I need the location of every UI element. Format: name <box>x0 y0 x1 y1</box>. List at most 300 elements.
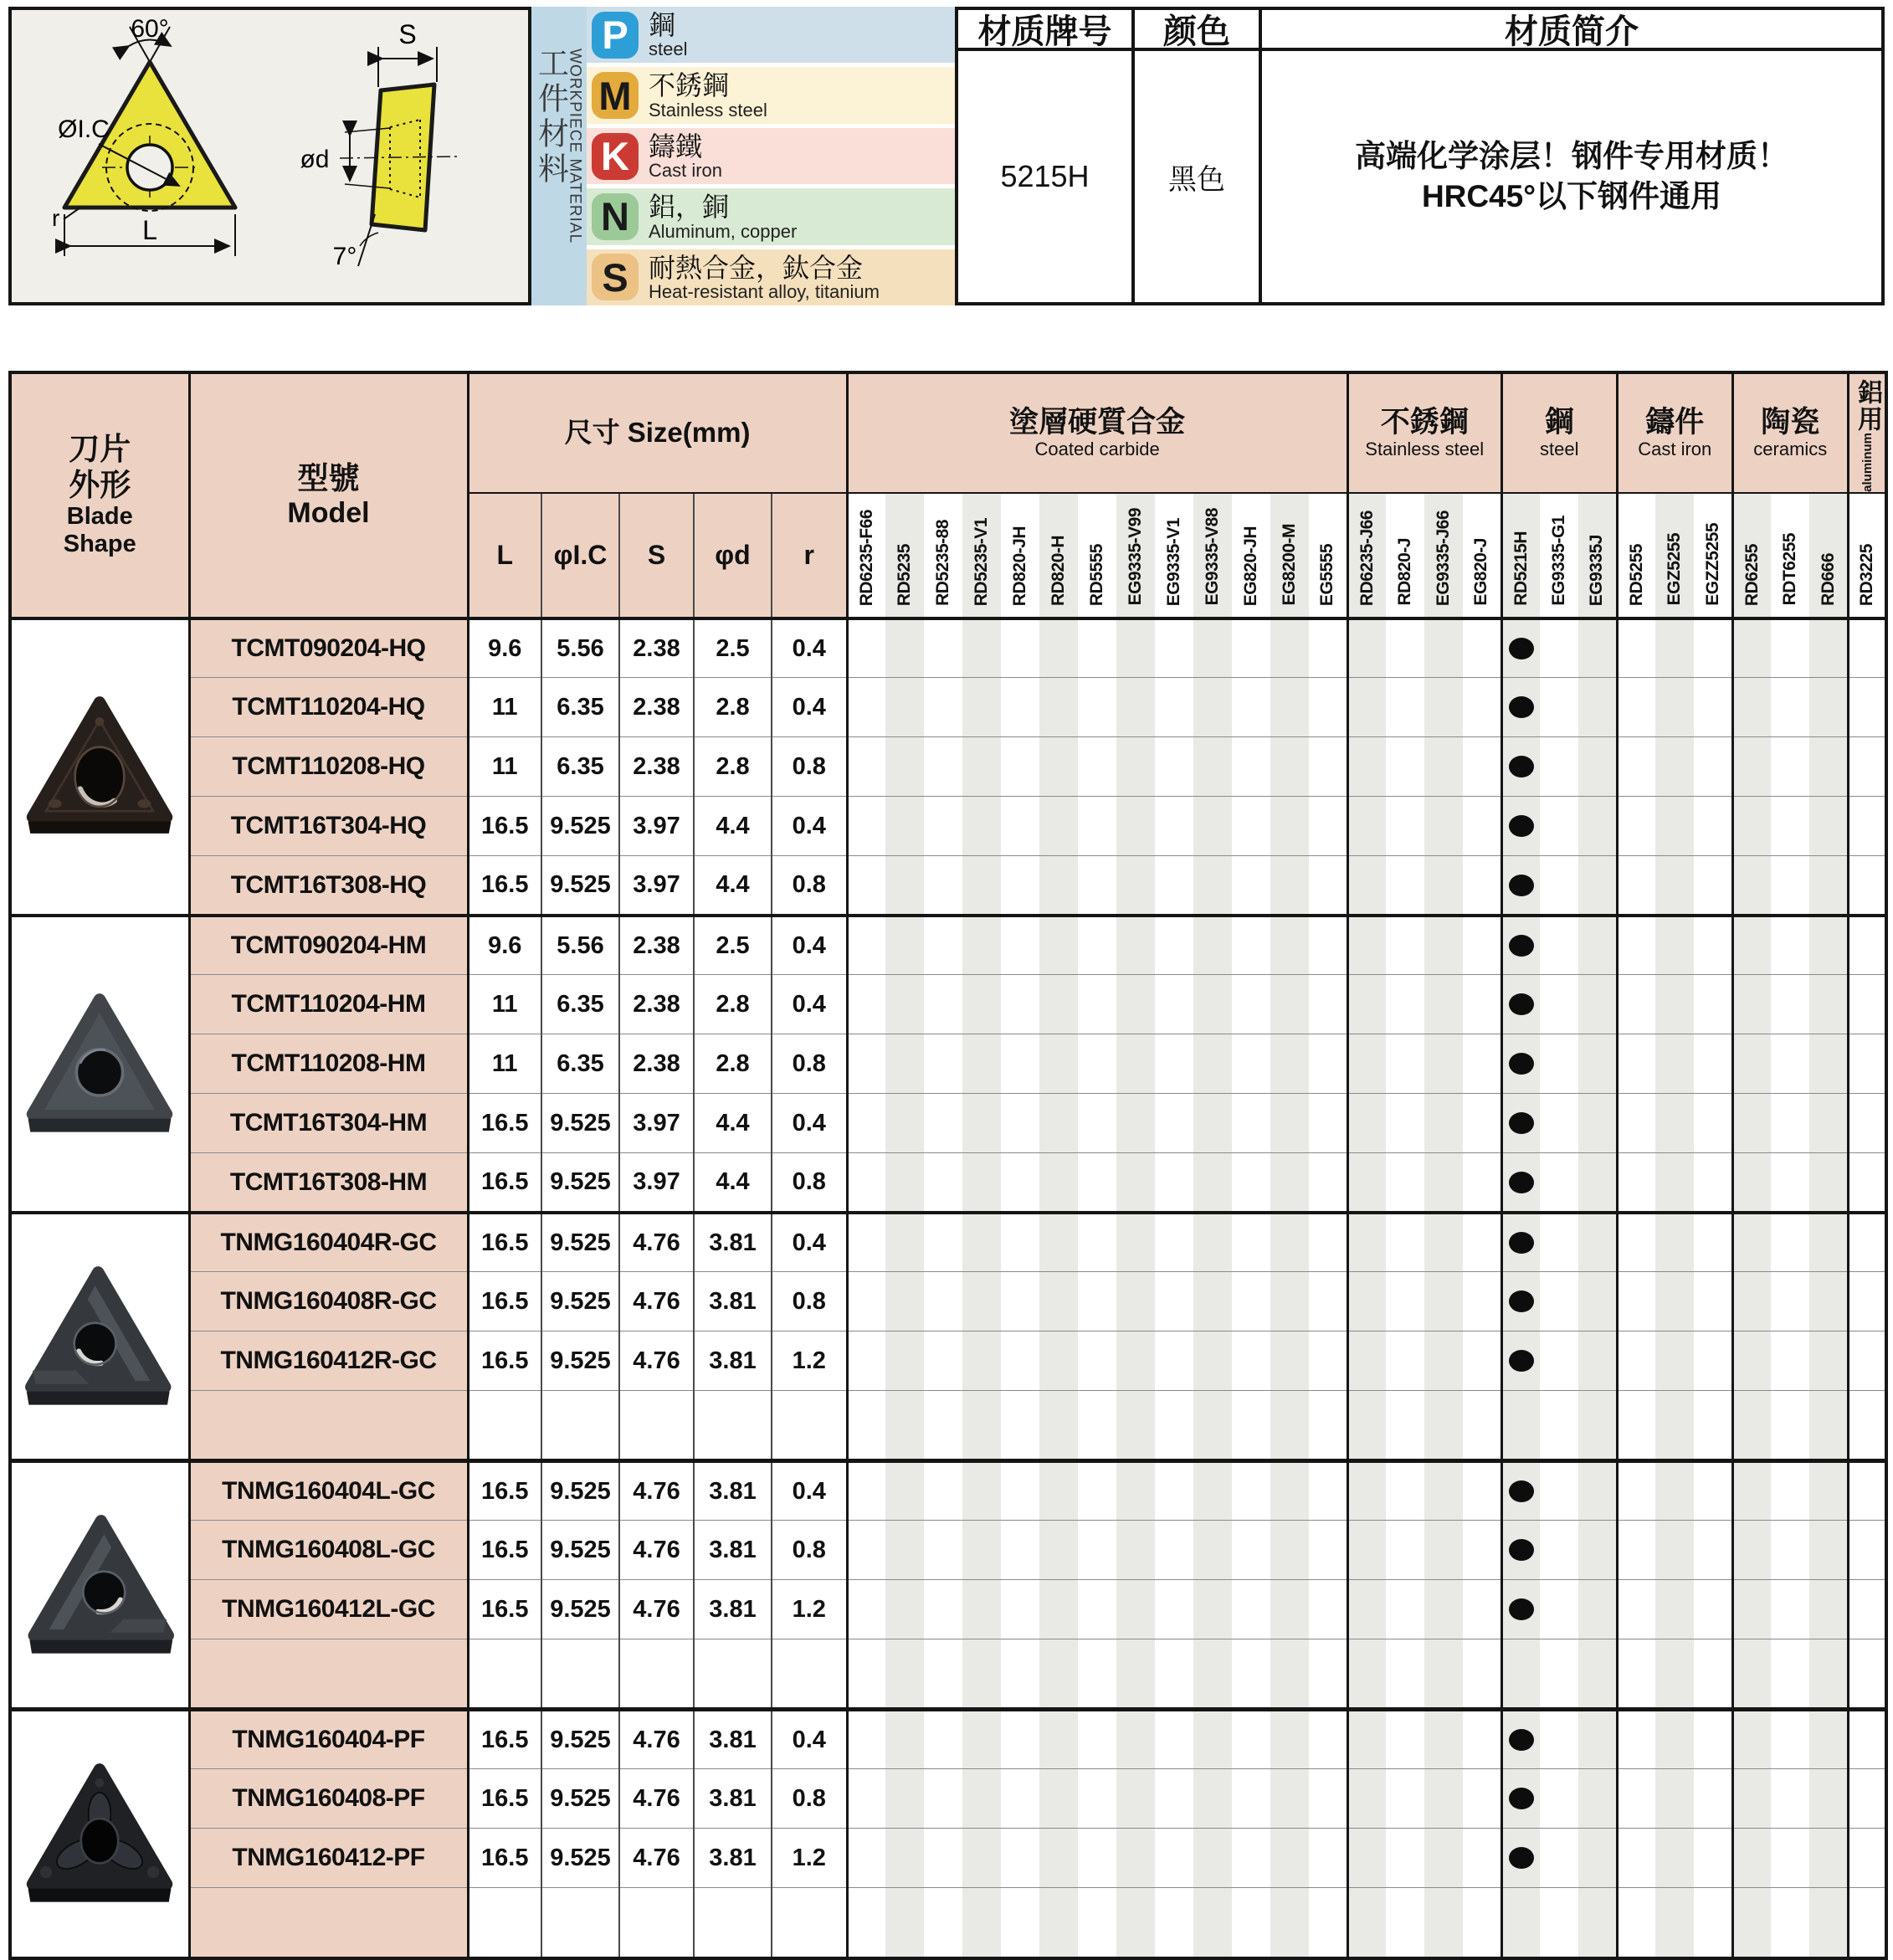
availability-cell <box>1309 1094 1347 1153</box>
dim-cell-φd: 4.4 <box>694 1094 772 1153</box>
dim-cell-s: 2.38 <box>619 916 694 975</box>
availability-cell <box>962 1829 1001 1888</box>
availability-cell <box>962 1153 1001 1213</box>
availability-cell <box>1809 678 1848 737</box>
availability-dot <box>1509 1788 1534 1809</box>
availability-cell <box>1617 1580 1655 1639</box>
availability-cell <box>1771 1769 1809 1829</box>
availability-cell <box>1193 1094 1232 1153</box>
grade-col-header: EG9335-V88 <box>1193 493 1232 618</box>
availability-cell <box>1463 975 1501 1034</box>
availability-cell <box>1155 856 1193 916</box>
availability-cell <box>962 1094 1001 1153</box>
availability-cell <box>1309 1521 1347 1580</box>
availability-cell <box>1617 1272 1655 1331</box>
availability-cell <box>1424 975 1463 1034</box>
dim-cell-r: 0.8 <box>772 856 847 916</box>
availability-cell <box>1732 1580 1771 1639</box>
dim-cell-φi.c: 9.525 <box>541 1710 619 1769</box>
dim-cell-r <box>772 1888 847 1958</box>
availability-cell <box>1732 1391 1771 1461</box>
availability-cell <box>1463 678 1501 737</box>
dim-cell-φi.c: 5.56 <box>541 916 619 975</box>
grade-col-header: RD5215H <box>1501 493 1540 618</box>
availability-cell <box>1771 1272 1809 1331</box>
legend-row-m <box>587 67 955 123</box>
availability-cell <box>962 1639 1001 1710</box>
model-cell: TCMT110204-HQ <box>189 678 468 737</box>
dim-cell-φd: 2.8 <box>694 737 772 797</box>
dim-cell-s: 4.76 <box>619 1213 694 1272</box>
availability-cell <box>1771 797 1809 856</box>
dim-cell-l: 9.6 <box>468 618 541 678</box>
availability-cell <box>1463 618 1501 678</box>
availability-cell <box>885 737 924 797</box>
availability-cell <box>1463 1888 1501 1958</box>
availability-cell <box>1694 1213 1732 1272</box>
availability-cell <box>1501 618 1540 678</box>
availability-cell <box>1116 797 1155 856</box>
availability-cell <box>1771 856 1809 916</box>
dim-cell-φd <box>694 1888 772 1958</box>
availability-cell <box>1386 678 1424 737</box>
table-row <box>10 916 1886 975</box>
availability-cell <box>1001 916 1039 975</box>
availability-cell <box>962 737 1001 797</box>
availability-cell <box>1617 916 1655 975</box>
availability-cell <box>1078 856 1116 916</box>
dim-cell-l <box>468 1639 541 1710</box>
table-row <box>10 1769 1886 1829</box>
availability-cell <box>1617 1153 1655 1213</box>
spacer-row <box>10 1639 1886 1710</box>
legend-text <box>649 254 880 302</box>
availability-cell <box>1001 1094 1039 1153</box>
description-line2: HRC45°以下钢件通用 <box>1421 179 1722 213</box>
availability-cell <box>1309 1034 1347 1094</box>
availability-cell <box>1386 1213 1424 1272</box>
availability-cell <box>1617 1829 1655 1888</box>
availability-cell <box>1270 856 1309 916</box>
dim-cell-φd: 2.8 <box>694 1034 772 1094</box>
availability-cell <box>847 797 885 856</box>
availability-cell <box>962 1034 1001 1094</box>
availability-cell <box>847 737 885 797</box>
availability-cell <box>1309 618 1347 678</box>
legend-row-k <box>587 128 955 184</box>
availability-cell <box>1463 1461 1501 1521</box>
availability-cell <box>1848 1710 1886 1769</box>
dim-cell-l <box>468 1391 541 1461</box>
grade-col-header: EG8200-M <box>1270 493 1309 618</box>
availability-cell <box>1578 1153 1617 1213</box>
grade-header: 材质牌号 <box>958 10 1131 51</box>
availability-cell <box>1617 1521 1655 1580</box>
dim-cell-r: 0.8 <box>772 1153 847 1213</box>
dim-cell-φi.c: 9.525 <box>541 1580 619 1639</box>
availability-cell <box>1386 1829 1424 1888</box>
blade-photo-tnmg-pf <box>10 1710 189 1958</box>
availability-cell <box>1001 678 1039 737</box>
availability-cell <box>1386 1461 1424 1521</box>
availability-cell <box>924 1094 962 1153</box>
dim-cell-φi.c: 9.525 <box>541 1461 619 1521</box>
availability-cell <box>1540 1461 1578 1521</box>
availability-cell <box>1732 1034 1771 1094</box>
dim-cell-s <box>619 1639 694 1710</box>
availability-cell <box>962 678 1001 737</box>
availability-cell <box>1232 856 1270 916</box>
availability-cell <box>885 1461 924 1521</box>
availability-cell <box>1155 916 1193 975</box>
size-header: 尺寸 Size(mm) <box>468 372 847 493</box>
material-group-header-4: 鑄件 Cast iron <box>1617 372 1732 493</box>
clearance-angle-label: 7° <box>332 243 357 270</box>
availability-cell <box>1193 1391 1232 1461</box>
availability-dot <box>1509 1232 1534 1254</box>
availability-cell <box>1193 1829 1232 1888</box>
dim-cell-r: 0.8 <box>772 1521 847 1580</box>
grade-col-header: RDT6255 <box>1771 493 1809 618</box>
dim-cell-φd <box>694 1639 772 1710</box>
workpiece-material-legend <box>587 7 955 305</box>
dim-cell-s: 2.38 <box>619 737 694 797</box>
availability-cell <box>1039 916 1078 975</box>
size-col-header-s: S <box>619 493 694 618</box>
availability-cell <box>885 1580 924 1639</box>
blade-photo-tnmg-lgc <box>10 1461 189 1710</box>
dim-cell-φi.c: 6.35 <box>541 678 619 737</box>
availability-cell <box>1694 1272 1732 1331</box>
dim-cell-φd: 4.4 <box>694 856 772 916</box>
availability-cell <box>1809 1153 1848 1213</box>
availability-cell <box>1732 1331 1771 1391</box>
availability-cell <box>1270 1213 1309 1272</box>
dim-cell-l: 11 <box>468 975 541 1034</box>
model-cell: TNMG160412L-GC <box>189 1580 468 1639</box>
availability-cell <box>1270 678 1309 737</box>
availability-cell <box>1193 1580 1232 1639</box>
availability-cell <box>1694 1769 1732 1829</box>
dim-cell-r: 1.2 <box>772 1580 847 1639</box>
availability-cell <box>924 1461 962 1521</box>
availability-cell <box>1386 1034 1424 1094</box>
availability-cell <box>1501 1580 1540 1639</box>
availability-cell <box>1540 1034 1578 1094</box>
availability-cell <box>1001 1461 1039 1521</box>
availability-cell <box>1732 916 1771 975</box>
workpiece-material-en: WORKPIECE MATERIAL <box>566 49 584 244</box>
availability-cell <box>847 975 885 1034</box>
availability-cell <box>1232 1391 1270 1461</box>
dim-cell-φi.c: 6.35 <box>541 737 619 797</box>
availability-cell <box>1386 737 1424 797</box>
availability-cell <box>1424 618 1463 678</box>
availability-cell <box>1155 618 1193 678</box>
dim-cell-s <box>619 1888 694 1958</box>
availability-cell <box>1386 1272 1424 1331</box>
model-cell: TCMT110208-HM <box>189 1034 468 1094</box>
availability-cell <box>1463 1769 1501 1829</box>
dim-cell-l: 16.5 <box>468 1710 541 1769</box>
availability-cell <box>1386 1710 1424 1769</box>
availability-cell <box>1732 1521 1771 1580</box>
availability-cell <box>1617 1461 1655 1521</box>
availability-cell <box>1694 1580 1732 1639</box>
grade-col-header: EG9335-J66 <box>1424 493 1463 618</box>
availability-dot <box>1509 1350 1534 1372</box>
availability-cell <box>1116 975 1155 1034</box>
dim-cell-s: 4.76 <box>619 1769 694 1829</box>
availability-cell <box>1617 1639 1655 1710</box>
availability-cell <box>1732 1769 1771 1829</box>
availability-cell <box>1386 1521 1424 1580</box>
availability-cell <box>1617 737 1655 797</box>
availability-cell <box>1424 1829 1463 1888</box>
availability-cell <box>1309 797 1347 856</box>
availability-cell <box>1270 1888 1309 1958</box>
availability-cell <box>1309 1580 1347 1639</box>
availability-cell <box>1001 1639 1039 1710</box>
availability-cell <box>1771 678 1809 737</box>
availability-cell <box>1001 1829 1039 1888</box>
availability-cell <box>1501 1461 1540 1521</box>
insert-spec-table <box>8 371 1888 1960</box>
availability-cell <box>1809 737 1848 797</box>
availability-cell <box>1424 916 1463 975</box>
availability-cell <box>1001 856 1039 916</box>
availability-cell <box>1809 618 1848 678</box>
availability-cell <box>1001 1580 1039 1639</box>
availability-cell <box>1424 797 1463 856</box>
dim-cell-s: 2.38 <box>619 975 694 1034</box>
availability-cell <box>1193 1153 1232 1213</box>
availability-cell <box>1578 1034 1617 1094</box>
availability-cell <box>1771 916 1809 975</box>
availability-cell <box>1424 1888 1463 1958</box>
availability-cell <box>1809 1213 1848 1272</box>
availability-cell <box>1347 1391 1386 1461</box>
availability-cell <box>1232 678 1270 737</box>
availability-cell <box>847 856 885 916</box>
dim-cell-φd: 3.81 <box>694 1580 772 1639</box>
availability-cell <box>1694 975 1732 1034</box>
availability-cell <box>847 1829 885 1888</box>
availability-cell <box>1155 1888 1193 1958</box>
availability-cell <box>1193 916 1232 975</box>
model-cell <box>189 1639 468 1710</box>
availability-cell <box>1270 1829 1309 1888</box>
availability-cell <box>1424 1034 1463 1094</box>
availability-cell <box>1039 1331 1078 1391</box>
availability-cell <box>1309 975 1347 1034</box>
dim-cell-φi.c <box>541 1391 619 1461</box>
availability-cell <box>1078 1710 1116 1769</box>
availability-cell <box>1848 1461 1886 1521</box>
material-class-badge-s: S <box>592 254 639 300</box>
model-cell <box>189 1888 468 1958</box>
dim-cell-φi.c: 9.525 <box>541 1272 619 1331</box>
thickness-label: S <box>398 19 417 49</box>
availability-cell <box>885 916 924 975</box>
table-row <box>10 737 1886 797</box>
availability-cell <box>1270 1710 1309 1769</box>
availability-cell <box>1039 1034 1078 1094</box>
availability-cell <box>1617 1391 1655 1461</box>
availability-cell <box>1347 618 1386 678</box>
insert-image-tcmt-hm <box>18 988 182 1136</box>
availability-cell <box>885 1391 924 1461</box>
availability-cell <box>1848 1639 1886 1710</box>
dim-cell-φi.c: 9.525 <box>541 1769 619 1829</box>
availability-cell <box>1809 1521 1848 1580</box>
availability-cell <box>1424 1461 1463 1521</box>
dim-cell-r <box>772 1391 847 1461</box>
availability-cell <box>1232 1710 1270 1769</box>
availability-cell <box>1848 1034 1886 1094</box>
dim-cell-φd: 3.81 <box>694 1769 772 1829</box>
availability-cell <box>847 1580 885 1639</box>
blade-photo-tnmg-rgc <box>10 1213 189 1461</box>
material-group-header-6: 鋁用 aluminum <box>1848 372 1886 493</box>
availability-cell <box>1232 1331 1270 1391</box>
availability-cell <box>885 1829 924 1888</box>
dim-cell-φd <box>694 1391 772 1461</box>
availability-cell <box>1270 1580 1309 1639</box>
availability-cell <box>1694 1331 1732 1391</box>
dim-cell-s <box>619 1391 694 1461</box>
availability-cell <box>1617 1213 1655 1272</box>
availability-cell <box>1540 1153 1578 1213</box>
availability-cell <box>1463 1580 1501 1639</box>
availability-cell <box>1193 1769 1232 1829</box>
availability-cell <box>1732 856 1771 916</box>
dim-cell-r: 0.8 <box>772 1272 847 1331</box>
availability-cell <box>1386 1391 1424 1461</box>
inscribed-circle-label: ØI.C <box>58 115 110 143</box>
availability-cell <box>1347 1829 1386 1888</box>
availability-cell <box>1809 916 1848 975</box>
availability-cell <box>1039 678 1078 737</box>
availability-cell <box>1694 1153 1732 1213</box>
availability-cell <box>1347 916 1386 975</box>
availability-cell <box>1232 1213 1270 1272</box>
availability-cell <box>962 1331 1001 1391</box>
availability-cell <box>1655 618 1694 678</box>
model-cell: TCMT16T304-HM <box>189 1094 468 1153</box>
dim-cell-s: 4.76 <box>619 1521 694 1580</box>
availability-cell <box>1848 678 1886 737</box>
availability-cell <box>924 1391 962 1461</box>
availability-cell <box>1078 1580 1116 1639</box>
availability-cell <box>1463 737 1501 797</box>
availability-cell <box>847 1391 885 1461</box>
availability-cell <box>1078 1888 1116 1958</box>
hole-diameter-label: ød <box>300 146 330 173</box>
availability-cell <box>1694 1391 1732 1461</box>
availability-cell <box>1386 1639 1424 1710</box>
availability-cell <box>1540 1829 1578 1888</box>
legend-row-p <box>587 7 955 63</box>
availability-cell <box>1386 916 1424 975</box>
availability-cell <box>1347 678 1386 737</box>
legend-label-en: Heat-resistant alloy, titanium <box>649 281 880 303</box>
availability-cell <box>885 1094 924 1153</box>
dim-cell-s: 4.76 <box>619 1829 694 1888</box>
availability-cell <box>1078 797 1116 856</box>
availability-cell <box>962 975 1001 1034</box>
grade-col-header: EG9335-V99 <box>1116 493 1155 618</box>
availability-cell <box>1463 1034 1501 1094</box>
availability-cell <box>1232 1153 1270 1213</box>
availability-dot <box>1509 1598 1534 1620</box>
availability-cell <box>1424 1094 1463 1153</box>
table-row <box>10 975 1886 1034</box>
dim-cell-s: 2.38 <box>619 1034 694 1094</box>
availability-cell <box>1694 618 1732 678</box>
availability-cell <box>1116 1461 1155 1521</box>
availability-cell <box>1655 678 1694 737</box>
availability-cell <box>1540 1213 1578 1272</box>
availability-cell <box>1617 1034 1655 1094</box>
grade-col-header: RD5235-V1 <box>962 493 1001 618</box>
availability-cell <box>1001 1521 1039 1580</box>
availability-cell <box>1039 1580 1078 1639</box>
availability-cell <box>962 1213 1001 1272</box>
availability-cell <box>1039 975 1078 1034</box>
dim-cell-l: 11 <box>468 737 541 797</box>
availability-cell <box>1694 1710 1732 1769</box>
table-row <box>10 1331 1886 1391</box>
availability-cell <box>1848 975 1886 1034</box>
model-cell: TNMG160404L-GC <box>189 1461 468 1521</box>
availability-cell <box>1001 618 1039 678</box>
availability-cell <box>1347 1094 1386 1153</box>
availability-cell <box>1578 1391 1617 1461</box>
availability-cell <box>1771 1639 1809 1710</box>
insert-image-tnmg-pf <box>18 1757 182 1906</box>
availability-cell <box>1116 1094 1155 1153</box>
availability-cell <box>1116 1888 1155 1958</box>
grade-col-header: RD5235 <box>885 493 924 618</box>
material-class-badge-m: M <box>592 72 639 119</box>
availability-cell <box>1193 1461 1232 1521</box>
dim-cell-r <box>772 1639 847 1710</box>
insert-image-tnmg-rgc <box>18 1260 182 1409</box>
availability-cell <box>847 1461 885 1521</box>
dim-cell-φi.c <box>541 1639 619 1710</box>
availability-cell <box>1039 1769 1078 1829</box>
availability-cell <box>847 618 885 678</box>
grade-col-header: RD5255 <box>1617 493 1655 618</box>
dim-cell-φd: 2.8 <box>694 975 772 1034</box>
availability-cell <box>1155 1710 1193 1769</box>
availability-cell <box>1617 678 1655 737</box>
availability-cell <box>1078 1521 1116 1580</box>
dim-cell-r: 0.4 <box>772 1710 847 1769</box>
availability-cell <box>1501 975 1540 1034</box>
legend-label-en: steel <box>649 38 688 60</box>
material-group-header-3: 鋼 steel <box>1501 372 1617 493</box>
availability-cell <box>1540 975 1578 1034</box>
availability-cell <box>847 1769 885 1829</box>
availability-cell <box>847 1639 885 1710</box>
insert-technical-drawing <box>8 7 531 305</box>
legend-text <box>649 11 687 59</box>
grade-col-header: EG9335J <box>1578 493 1617 618</box>
table-row <box>10 1710 1886 1769</box>
grade-col-header: RD666 <box>1809 493 1848 618</box>
